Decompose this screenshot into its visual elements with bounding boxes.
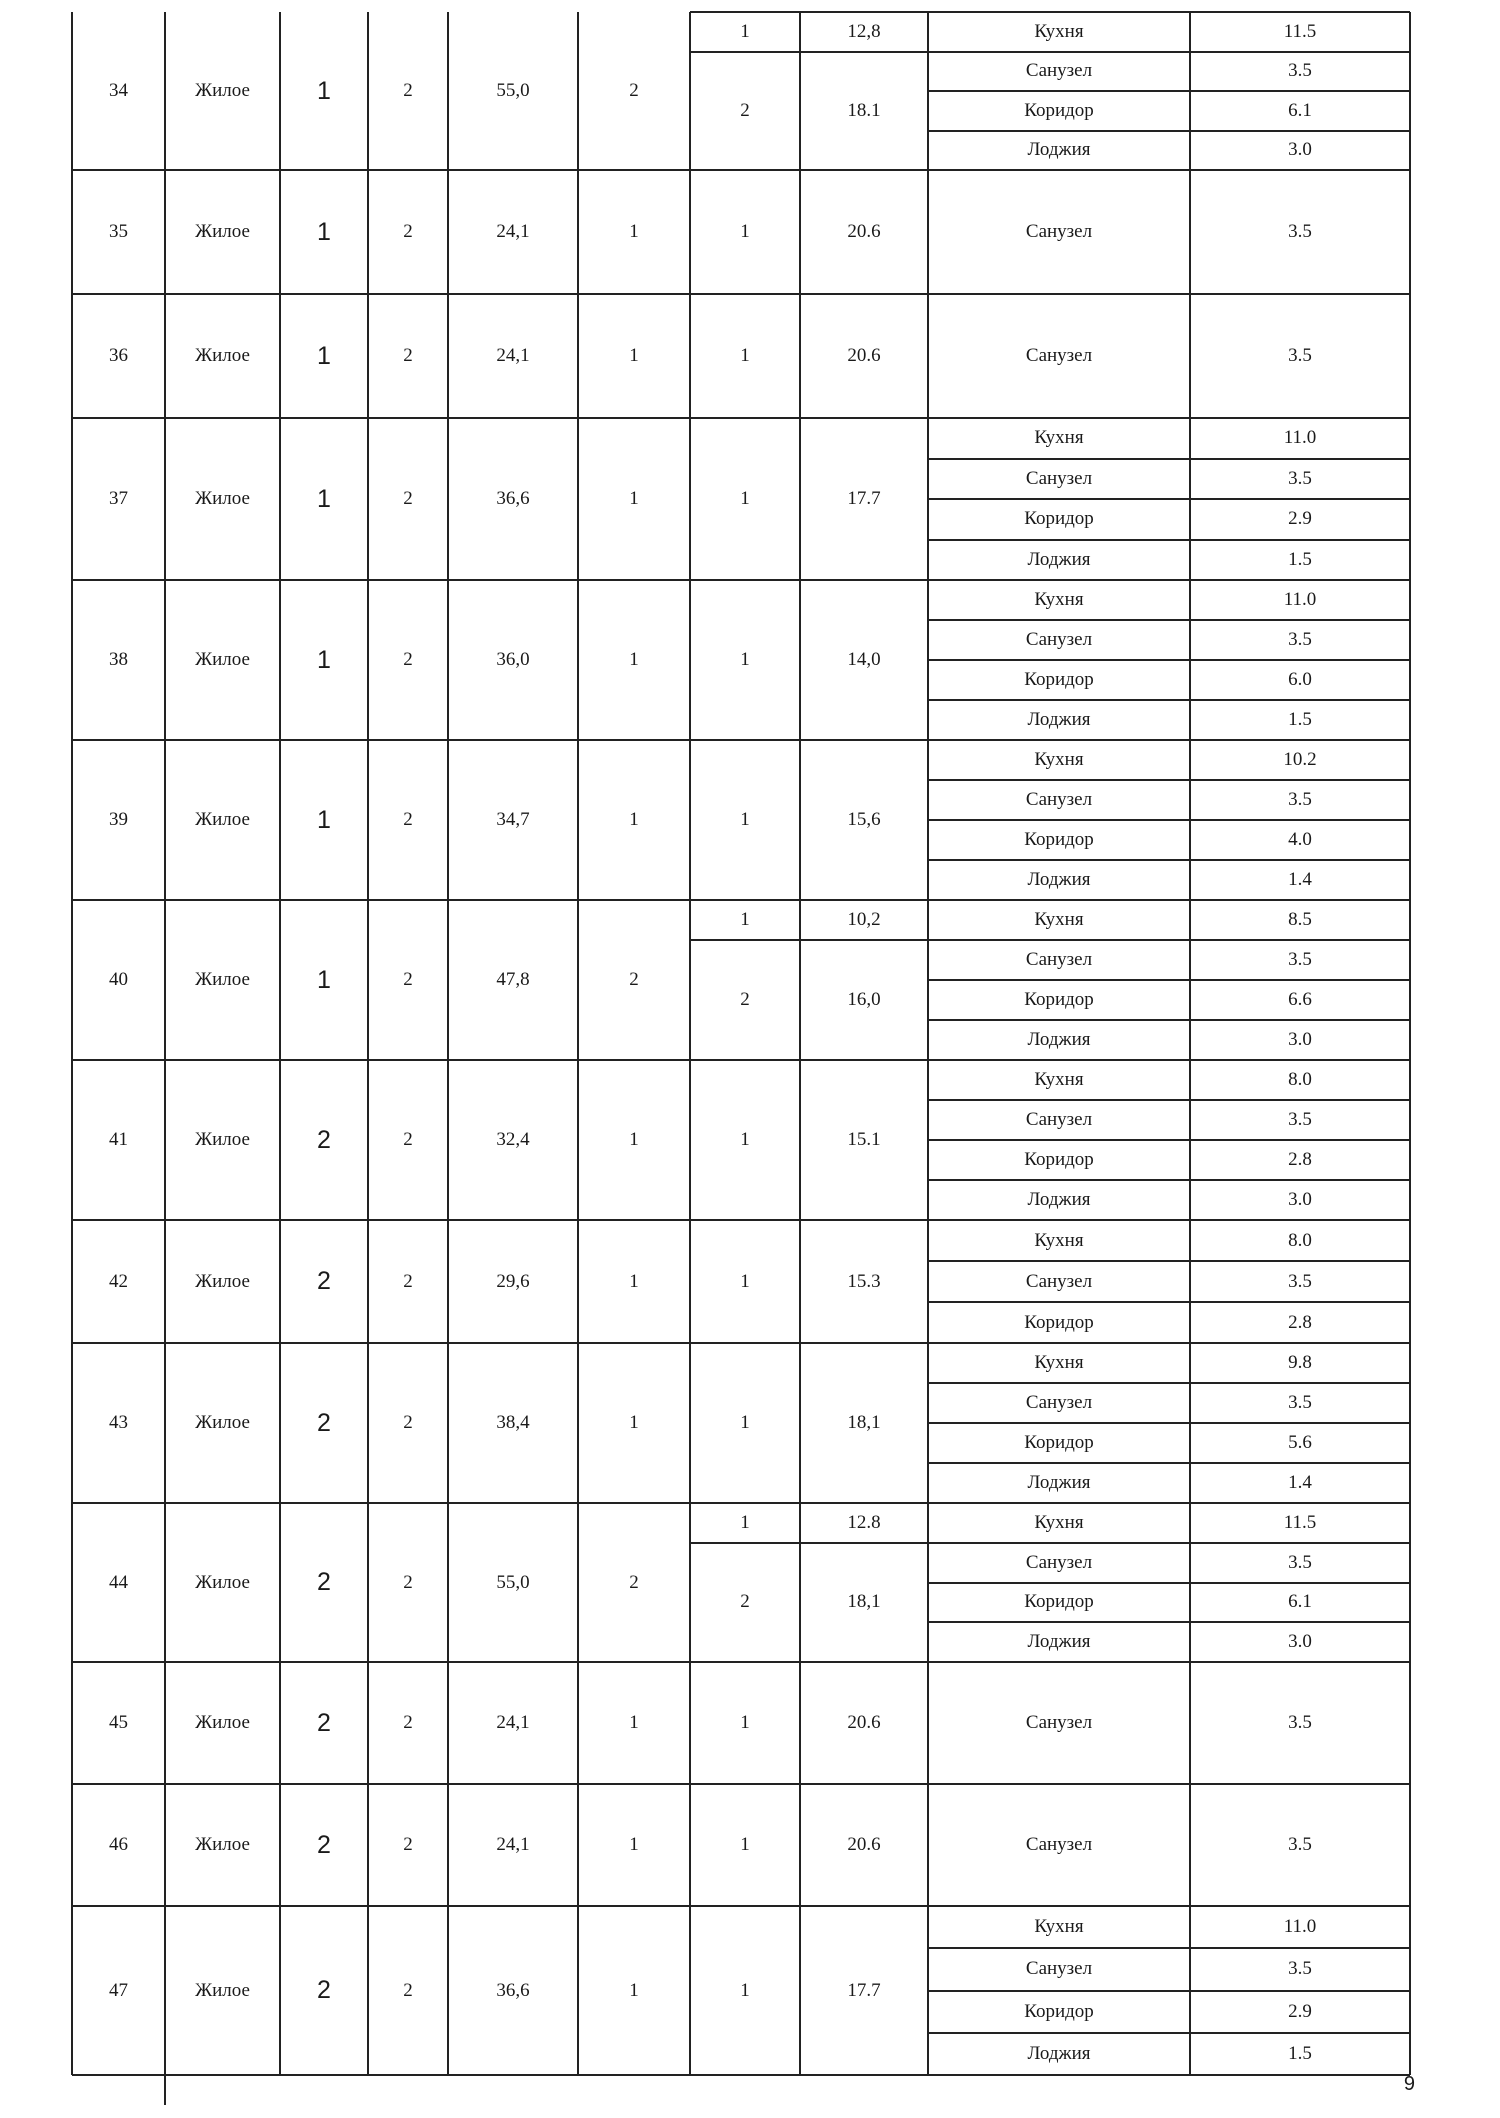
aux-room-area: 3.5 [1288,629,1312,650]
aux-room-area: 3.5 [1288,1109,1312,1130]
apartment-number: 47 [109,1979,128,2001]
room-area: 12.8 [847,1511,881,1533]
apartment-number: 44 [109,1571,128,1593]
aux-room-area: 10.2 [1283,749,1317,770]
room-area: 15.1 [847,1129,881,1150]
room-area: 14,0 [847,649,881,670]
column-value: 2 [403,809,413,830]
aux-room-name: Кухня [1034,1511,1084,1533]
aux-room-name: Санузел [1025,1270,1093,1292]
aux-room-area: 8.5 [1288,909,1312,930]
total-area: 24,1 [496,221,530,242]
aux-room-name: Коридор [1024,989,1094,1010]
aux-room-name: Коридор [1024,1432,1094,1453]
aux-room-name: Коридор [1024,1149,1094,1170]
room-number: 1 [740,1270,750,1292]
aux-room-name: Коридор [1024,99,1094,121]
floor-number: 2 [317,1267,331,1295]
aux-room-name: Санузел [1025,1392,1093,1413]
rooms-count: 1 [629,1979,639,2001]
premises-type: Жилое [195,649,250,670]
column-value: 2 [403,1129,413,1150]
aux-room-name: Лоджия [1027,548,1091,570]
aux-room-area: 11.5 [1283,1511,1317,1533]
column-value: 2 [403,1412,413,1433]
aux-room-name: Кухня [1034,1229,1084,1251]
rooms-count: 1 [629,1412,639,1433]
premises-type: Жилое [195,345,250,366]
apartment-number: 35 [109,221,128,242]
aux-room-name: Санузел [1025,1834,1093,1855]
aux-room-name: Лоджия [1027,1029,1091,1050]
aux-room-name: Коридор [1024,829,1094,850]
total-area: 24,1 [496,1834,530,1855]
aux-room-area: 6.1 [1288,99,1312,121]
aux-room-name: Санузел [1025,1551,1093,1573]
column-value: 2 [403,1270,413,1292]
aux-room-area: 3.0 [1288,1631,1312,1653]
premises-type: Жилое [195,1712,250,1733]
rooms-count: 1 [629,345,639,366]
floor-number: 2 [317,1568,331,1596]
aux-room-area: 11.5 [1283,20,1317,42]
room-number: 1 [740,1834,750,1855]
rooms-count: 1 [629,221,639,242]
premises-type: Жилое [195,488,250,509]
rooms-count: 1 [629,1270,639,1292]
room-number: 1 [740,649,750,670]
aux-room-area: 3.0 [1288,1029,1312,1050]
aux-room-name: Санузел [1025,221,1093,242]
aux-room-area: 6.6 [1288,989,1312,1010]
premises-type: Жилое [195,1571,250,1593]
room-number: 1 [740,809,750,830]
aux-room-area: 3.5 [1288,60,1312,82]
room-number: 1 [740,1129,750,1150]
premises-type: Жилое [195,1979,250,2001]
column-value: 2 [403,1712,413,1733]
aux-room-name: Кухня [1034,909,1084,930]
floor-number: 1 [317,341,331,370]
aux-room-name: Лоджия [1027,1631,1091,1653]
aux-room-name: Коридор [1024,508,1094,530]
room-number: 2 [740,1591,750,1613]
room-area: 17.7 [847,1979,881,2001]
aux-room-name: Санузел [1025,949,1093,970]
aux-room-name: Коридор [1024,669,1094,690]
aux-room-name: Лоджия [1027,2042,1091,2064]
aux-room-area: 1.5 [1288,548,1312,570]
aux-room-area: 1.5 [1288,709,1312,730]
rooms-count: 1 [629,488,639,509]
room-number: 1 [740,20,750,42]
aux-room-area: 11.0 [1283,427,1317,449]
aux-room-area: 3.5 [1288,1270,1312,1292]
aux-room-area: 1.4 [1288,869,1312,890]
aux-room-name: Санузел [1025,789,1093,810]
premises-type: Жилое [195,1270,250,1292]
room-area: 12,8 [847,20,881,42]
apartment-number: 46 [109,1834,128,1855]
aux-room-area: 1.5 [1288,2042,1312,2064]
apartment-number: 41 [109,1129,128,1150]
aux-room-name: Лоджия [1027,869,1091,890]
premises-type: Жилое [195,221,250,242]
rooms-count: 1 [629,1129,639,1150]
room-number: 2 [740,989,750,1010]
aux-room-name: Кухня [1034,1069,1084,1090]
room-number: 2 [740,99,750,121]
rooms-count: 2 [629,1571,639,1593]
room-number: 1 [740,909,750,930]
aux-room-area: 2.8 [1288,1149,1312,1170]
aux-room-name: Санузел [1025,467,1093,489]
aux-line [928,2074,1410,2076]
aux-room-area: 4.0 [1288,829,1312,850]
aux-room-area: 3.5 [1288,1834,1312,1855]
aux-room-area: 3.5 [1288,221,1312,242]
aux-room-area: 3.0 [1288,139,1312,161]
room-area: 10,2 [847,909,881,930]
aux-room-area: 11.0 [1283,589,1317,610]
column-value: 2 [403,1834,413,1855]
aux-room-name: Кухня [1034,749,1084,770]
aux-room-area: 3.5 [1288,1392,1312,1413]
room-number: 1 [740,1511,750,1533]
aux-room-area: 3.5 [1288,467,1312,489]
aux-room-area: 3.0 [1288,1189,1312,1210]
aux-room-area: 2.9 [1288,508,1312,530]
aux-room-area: 5.6 [1288,1432,1312,1453]
aux-room-area: 6.0 [1288,669,1312,690]
total-area: 36,0 [496,649,530,670]
room-area: 20.6 [847,1834,881,1855]
premises-type: Жилое [195,80,250,101]
room-area: 16,0 [847,989,881,1010]
total-area: 36,6 [496,488,530,509]
apartment-number: 36 [109,345,128,366]
aux-room-name: Лоджия [1027,1189,1091,1210]
room-area: 18.1 [847,99,881,121]
premises-type: Жилое [195,969,250,990]
total-area: 24,1 [496,1712,530,1733]
room-area: 20.6 [847,345,881,366]
total-area: 55,0 [496,1571,530,1593]
aux-room-area: 8.0 [1288,1069,1312,1090]
apartment-number: 40 [109,969,128,990]
total-area: 55,0 [496,80,530,101]
page-number: 9 [1403,2073,1415,2095]
aux-room-name: Коридор [1024,2000,1094,2022]
aux-room-name: Санузел [1025,60,1093,82]
row-line [690,2074,928,2076]
aux-room-area: 3.5 [1288,1958,1312,1980]
room-area: 15,6 [847,809,881,830]
room-area: 20.6 [847,221,881,242]
total-area: 32,4 [496,1129,530,1150]
floor-number: 2 [317,1125,331,1154]
total-area: 24,1 [496,345,530,366]
floor-number: 1 [317,805,331,834]
room-number: 1 [740,1979,750,2001]
apartment-number: 38 [109,649,128,670]
column-value: 2 [403,1571,413,1593]
floor-number: 1 [317,76,331,105]
aux-room-area: 9.8 [1288,1352,1312,1373]
aux-room-name: Кухня [1034,1352,1084,1373]
aux-room-name: Лоджия [1027,709,1091,730]
aux-room-name: Кухня [1034,589,1084,610]
aux-room-name: Санузел [1025,1712,1093,1733]
total-area: 36,6 [496,1979,530,2001]
aux-room-area: 6.1 [1288,1591,1312,1613]
column-value: 2 [403,221,413,242]
aux-room-name: Кухня [1034,20,1084,42]
apartment-number: 37 [109,488,128,509]
floor-number: 1 [317,645,331,674]
column-value: 2 [403,969,413,990]
aux-room-name: Коридор [1024,1311,1094,1333]
aux-room-area: 11.0 [1283,1916,1317,1938]
aux-room-name: Коридор [1024,1591,1094,1613]
room-area: 18,1 [847,1591,881,1613]
aux-room-area: 2.9 [1288,2000,1312,2022]
total-area: 29,6 [496,1270,530,1292]
aux-room-name: Кухня [1034,427,1084,449]
room-number: 1 [740,1712,750,1733]
rooms-count: 2 [629,969,639,990]
apartment-number: 45 [109,1712,128,1733]
room-number: 1 [740,1412,750,1433]
aux-room-name: Санузел [1025,629,1093,650]
total-area: 47,8 [496,969,530,990]
column-value: 2 [403,80,413,101]
apartment-number: 39 [109,809,128,830]
apartment-number: 34 [109,80,128,101]
room-area: 20.6 [847,1712,881,1733]
rooms-count: 1 [629,809,639,830]
floor-number: 1 [317,965,331,994]
total-area: 34,7 [496,809,530,830]
column-value: 2 [403,1979,413,2001]
aux-room-area: 3.5 [1288,1712,1312,1733]
aux-room-name: Лоджия [1027,1472,1091,1493]
rooms-count: 1 [629,1834,639,1855]
aux-room-name: Санузел [1025,1109,1093,1130]
room-number: 1 [740,345,750,366]
column-value: 2 [403,345,413,366]
aux-room-name: Санузел [1025,345,1093,366]
premises-type: Жилое [195,1129,250,1150]
column-value: 2 [403,649,413,670]
room-number: 1 [740,488,750,509]
aux-room-area: 3.5 [1288,1551,1312,1573]
room-area: 18,1 [847,1412,881,1433]
rooms-count: 2 [629,80,639,101]
floor-number: 2 [317,1408,331,1437]
column-value: 2 [403,488,413,509]
room-number: 1 [740,221,750,242]
aux-room-area: 2.8 [1288,1311,1312,1333]
aux-room-name: Лоджия [1027,139,1091,161]
floor-number: 2 [317,1976,331,2004]
room-area: 17.7 [847,488,881,509]
aux-room-name: Кухня [1034,1916,1084,1938]
floor-number: 1 [317,484,331,513]
aux-room-area: 3.5 [1288,345,1312,366]
aux-room-name: Санузел [1025,1958,1093,1980]
premises-type: Жилое [195,1834,250,1855]
room-area: 15.3 [847,1270,881,1292]
aux-room-area: 1.4 [1288,1472,1312,1493]
floor-number: 1 [317,217,331,246]
aux-room-area: 3.5 [1288,949,1312,970]
apartment-number: 42 [109,1270,128,1292]
aux-room-area: 3.5 [1288,789,1312,810]
premises-type: Жилое [195,809,250,830]
apartment-number: 43 [109,1412,128,1433]
rooms-count: 1 [629,649,639,670]
floor-number: 2 [317,1708,331,1737]
floor-number: 2 [317,1830,331,1859]
table-top-line [690,11,1410,13]
total-area: 38,4 [496,1412,530,1433]
premises-type: Жилое [195,1412,250,1433]
rooms-count: 1 [629,1712,639,1733]
aux-room-area: 8.0 [1288,1229,1312,1251]
